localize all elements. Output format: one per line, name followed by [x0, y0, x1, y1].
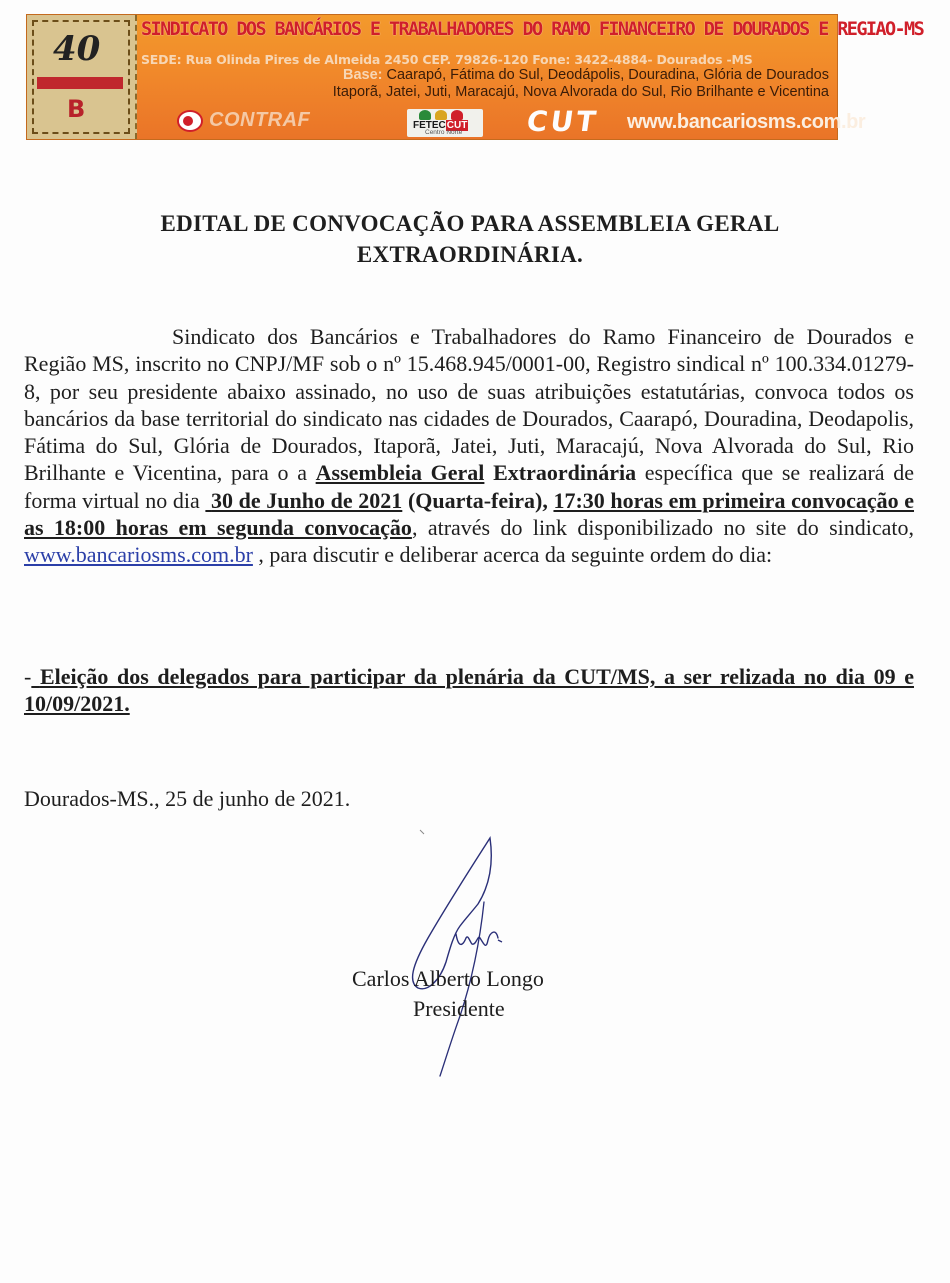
- affiliations-row: [177, 105, 866, 138]
- base-cities-2: Itaporã, Jatei, Juti, Maracajú, Nova Alvorada do Sul, Rio Brilhante e Vicentina: [332, 84, 829, 100]
- fetec-logo: [407, 109, 483, 137]
- union-name: SINDICATO DOS BANCÁRIOS E TRABALHADORES DO RAMO FINANCEIRO DE DOURADOS E REGIAO-MS: [141, 19, 924, 40]
- agenda-item: [24, 663, 914, 718]
- logo-ribbon: [37, 77, 123, 89]
- union-address: SEDE: Rua Olinda Pires de Almeida 2450 CEP. 79826-120 Fone: 3422-4884- Dourados -MS: [141, 52, 753, 67]
- place-and-date: Dourados-MS., 25 de junho de 2021.: [24, 786, 351, 811]
- union-site-link[interactable]: www.bancariosms.com.br: [24, 542, 253, 568]
- assembly-label: Assembleia Geral: [315, 460, 485, 486]
- assembly-type: Extraordinária: [493, 460, 637, 486]
- agenda-text: Eleição dos delegados para participar da plenária da CUT/MS, a ser relizada no dia 09 e 10/09/2021.: [24, 664, 914, 717]
- base-cities-1: Caarapó, Fátima do Sul, Deodápolis, Douradina, Glória de Dourados: [386, 67, 829, 83]
- body-text-1: Sindicato dos Bancários e Trabalhadores do Ramo Financeiro de Dourados e Região MS, inscrito no CNPJ/MF sob o nº 15.468.945/0001-00, Registro sindical nº 100.334.01279-8, por seu presidente abaixo assinado, no uso de suas atribuições estatutárias, convoca todos os bancários da base territorial do sindicato nas cidades de Dourados, Caarapó, Douradina, Deodapolis, Fátima do Sul, Glória de Dourados, Itaporã, Jatei, Juti, Maracajú, Nova Alvorada do Sul, Rio Brilhante e Vicentina, para o a: [24, 324, 914, 486]
- meeting-date: 30 de Junho de 2021: [211, 487, 403, 513]
- cut-logo: CUT: [524, 105, 601, 138]
- base-label: Base:: [342, 67, 383, 83]
- fetec-label: FETECCUT: [413, 120, 468, 131]
- meeting-times: 17:30 horas em primeira convocação e as 18:00 horas em segunda convocação: [24, 487, 915, 541]
- signer-name: Carlos Alberto Longo: [352, 966, 544, 991]
- body-text-3: através do link disponibilizado no site do sindicato,: [427, 515, 915, 541]
- convocation-paragraph: Sindicato dos Bancários e Trabalhadores do Ramo Financeiro de Dourados e Região MS, inscrito no CNPJ/MF sob o nº 15.468.945/0001-00, Registro sindical nº 100.334.01279-8, por seu presidente abaixo assinado, no uso de suas atribuições estatutárias, convoca todos os bancários da base territorial do sindicato nas cidades de Dourados, Caarapó, Douradina, Deodapolis, Fátima do Sul, Glória de Dourados, Itaporã, Jatei, Juti, Maracajú, Nova Alvorada do Sul, Rio Brilhante e Vicentina, para o a Assembleia Geral Extraordinária específica que se realizará de forma virtual no dia 30 de Junho de 2021 (Quarta-feira), 17:30 horas em primeira convocação e as 18:00 horas em segunda convocação, através do link disponibilizado no site do sindicato, www.bancariosms.com.br , para discutir e deliberar acerca da seguinte ordem do dia:: [24, 324, 915, 568]
- body-text-2: específica que se realizará de forma virtual no dia: [24, 460, 914, 513]
- document-title: [20, 208, 920, 270]
- contraf-logo: [177, 109, 310, 132]
- contraf-label: CONTRAF: [209, 109, 311, 131]
- title-line-2: EXTRAORDINÁRIA.: [356, 242, 584, 267]
- body-text-4: , para discutir e deliberar acerca da seguinte ordem do dia:: [258, 542, 773, 568]
- meeting-weekday: (Quarta-feira),: [407, 487, 548, 513]
- base-line-1: [129, 67, 829, 84]
- union-website[interactable]: www.bancariosms.com.br: [627, 111, 866, 133]
- logo-letter: B: [67, 95, 86, 123]
- logo-number: 40: [53, 29, 101, 69]
- signer-role: Presidente: [413, 996, 505, 1021]
- fetec-people-icon: [419, 110, 463, 120]
- letterhead-banner: [26, 14, 924, 140]
- agenda-dash: -: [24, 664, 32, 689]
- union-40-years-logo: [27, 15, 137, 139]
- fetec-sub: Centro Norte: [425, 129, 463, 136]
- contraf-icon: [177, 110, 203, 132]
- title-line-1: EDITAL DE CONVOCAÇÃO PARA ASSEMBLEIA GERAL: [160, 211, 780, 236]
- handwritten-signature: [300, 830, 640, 1090]
- signature-block: [300, 830, 640, 1090]
- union-base-cities: [129, 67, 829, 101]
